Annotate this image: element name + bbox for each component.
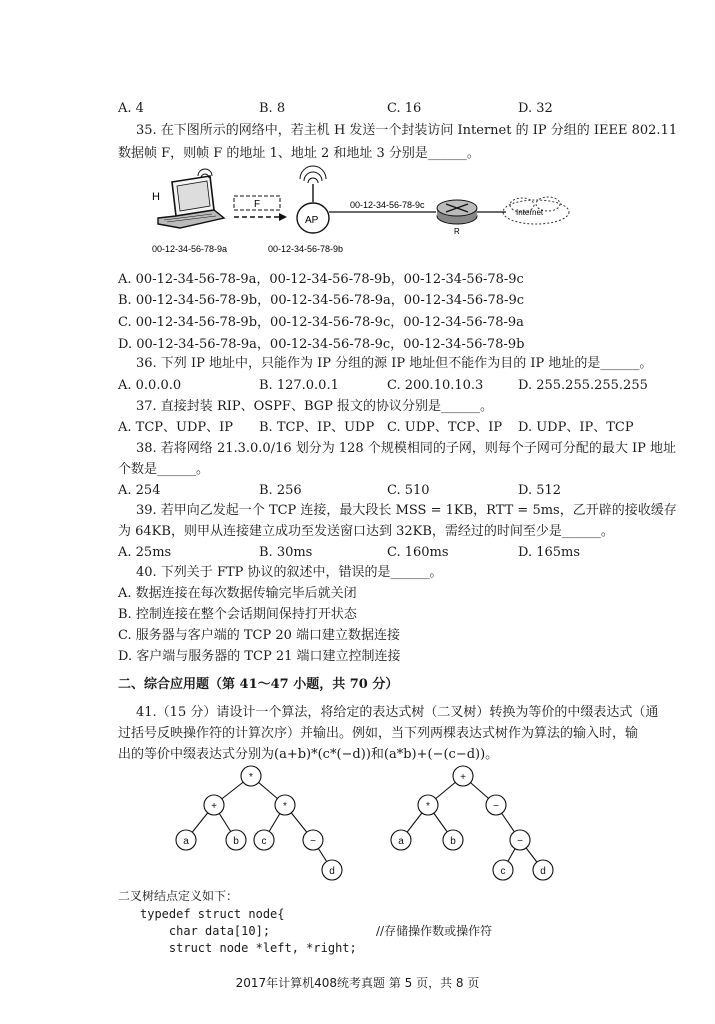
q38-stem-line1: 38. 若将网络 21.3.0.0/16 划分为 128 个规模相同的子网，则每个子网可分配的最大 IP 地址 [136,441,676,456]
q35-option-b: B. 00-12-34-56-78-9b，00-12-34-56-78-9a，00-12-34-56-78-9c [118,293,525,308]
tree1-b-label: b [233,836,239,847]
tree1-root-label: * [249,772,253,783]
mac-host-label: 00-12-34-56-78-9a [152,244,228,254]
tree2-d-label: d [540,866,546,877]
code-comment: //存储操作数或操作符 [376,924,493,938]
host-label: H [152,191,160,203]
code-line-2: char data[10]; [140,924,271,938]
q40-option-b: B. 控制连接在整个会话期间保持打开状态 [118,607,357,622]
tree1-minus-label: − [310,836,316,847]
q36-option-d: D. 255.255.255.255 [518,378,648,393]
q39-option-b: B. 30ms [259,545,313,560]
q38-stem-line2: 个数是______。 [118,462,210,477]
tree2-left-label: * [426,801,430,812]
q34-option-c: C. 16 [387,101,422,116]
tree1-c-label: c [261,836,267,847]
q36-stem: 36. 下列 IP 地址中，只能作为 IP 分组的源 IP 地址但不能作为目的 IP 地址的是______。 [136,356,653,371]
frame-label: F [254,199,261,210]
q40-option-d: D. 客户端与服务器的 TCP 21 端口建立控制连接 [118,649,401,664]
q41-stem-line1: 41.（15 分）请设计一个算法，将给定的表达式树（二叉树）转换为等价的中缀表达式（通 [136,705,659,720]
q37-option-c: C. UDP、TCP、IP [387,420,503,435]
q38-option-b: B. 256 [259,483,302,498]
q36-option-b: B. 127.0.0.1 [259,378,339,393]
q40-stem: 40. 下列关于 FTP 协议的叙述中，错误的是______。 [136,565,443,580]
internet-label: Internet [516,208,544,217]
expression-tree-1 [170,760,360,885]
code-line-1: typedef struct node{ [140,907,285,921]
tree2-c-label: c [500,866,506,877]
q39-stem-line2: 为 64KB，则甲从连接建立成功至发送窗口达到 32KB，需经过的时间至少是______。 [118,524,614,539]
expression-tree-2 [385,760,565,885]
q35-stem-line1: 35. 在下图所示的网络中，若主机 H 发送一个封装访问 Internet 的 IP 分组的 IEEE 802.11 [136,123,678,138]
router-label: R [454,227,460,236]
mac-ap-label: 00-12-34-56-78-9b [268,244,344,254]
q37-option-a: A. TCP、UDP、IP [118,420,234,435]
router-icon [437,200,477,224]
code-intro: 二叉树结点定义如下： [118,889,239,903]
q35-option-d: D. 00-12-34-56-78-9a，00-12-34-56-78-9c，00-12-34-56-78-9b [118,337,525,352]
q41-stem-line3: 出的等价中缀表达式分别为(a+b)*(c*(−d))和(a*b)+(−(c−d))。 [118,747,499,762]
tree2-b-label: b [450,836,456,847]
ap-label: AP [305,215,319,226]
q41-stem-line2: 过括号反映操作符的计算次序）并输出。例如，当下列两棵表达式树作为算法的输入时，输 [118,726,639,741]
q35-option-a: A. 00-12-34-56-78-9a，00-12-34-56-78-9b，00-12-34-56-78-9c [118,272,524,287]
tree2-a-label: a [398,836,404,847]
code-line-3: struct node *left, *right; [140,941,357,955]
q37-option-d: D. UDP、IP、TCP [518,420,634,435]
tree1-a-label: a [183,836,189,847]
q36-option-a: A. 0.0.0.0 [118,378,182,393]
tree2-right-label: − [493,801,499,812]
q38-option-d: D. 512 [518,483,562,498]
q38-option-c: C. 510 [387,483,430,498]
q35-stem-line2: 数据帧 F，则帧 F 的地址 1、地址 2 和地址 3 分别是______。 [118,146,480,161]
tree2-minus-label: − [517,836,523,847]
laptop-icon [158,176,224,228]
q38-option-a: A. 254 [118,483,161,498]
q34-option-d: D. 32 [518,101,553,116]
q40-option-a: A. 数据连接在每次数据传输完毕后就关闭 [118,586,357,601]
q39-option-d: D. 165ms [518,545,581,560]
tree1-right-label: * [283,801,287,812]
q39-stem-line1: 39. 若甲向乙发起一个 TCP 连接，最大段长 MSS = 1KB，RTT = 5ms，乙开辟的接收缓存 [136,503,677,518]
q35-option-c: C. 00-12-34-56-78-9b，00-12-34-56-78-9c，00-12-34-56-78-9a [118,315,524,330]
q36-option-c: C. 200.10.10.3 [387,378,484,393]
q34-option-b: B. 8 [259,101,286,116]
mac-router-label: 00-12-34-56-78-9c [350,200,425,210]
q37-stem: 37. 直接封装 RIP、OSPF、BGP 报文的协议分别是______。 [136,399,493,414]
tree1-left-label: + [211,801,217,812]
q39-option-a: A. 25ms [118,545,172,560]
arrow-icon [279,213,287,221]
section-heading: 二、综合应用题（第 41～47 小题，共 70 分） [118,677,399,692]
q39-option-c: C. 160ms [387,545,449,560]
network-figure [150,162,570,258]
q37-option-b: B. TCP、IP、UDP [259,420,375,435]
q34-option-a: A. 4 [118,101,144,116]
page-footer: 2017年计算机408统考真题 第 5 页，共 8 页 [235,976,480,990]
q40-option-c: C. 服务器与客户端的 TCP 20 端口建立数据连接 [118,628,401,643]
tree2-root-label: + [460,772,466,783]
tree1-d-label: d [329,866,335,877]
